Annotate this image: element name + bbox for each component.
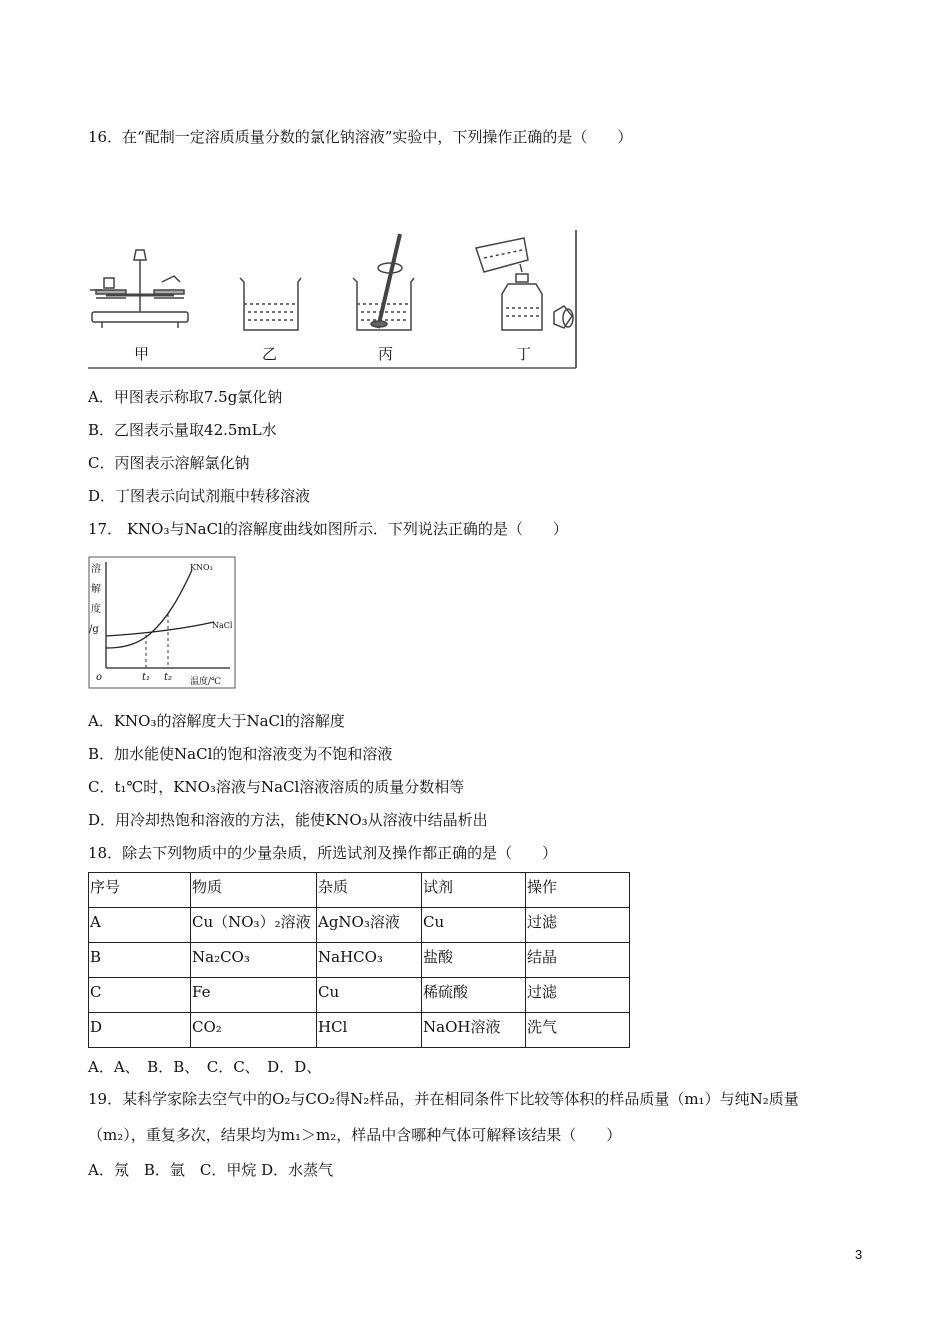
q16-option-c: C．丙图表示溶解氯化钠 [88,454,250,472]
origin-label: o [96,672,103,683]
t1-label: t₁ [142,672,151,683]
table-cell: NaHCO₃ [317,943,422,978]
q18-table [88,872,630,1048]
svg-text:解: 解 [91,584,101,595]
table-cell: Fe [191,978,317,1013]
table-cell: 过滤 [526,908,630,943]
table-cell: Cu [317,978,422,1013]
table-cell: C [89,978,191,1013]
solubility-graph [88,556,238,694]
svg-text:溶: 溶 [91,564,101,575]
table-header: 试剂 [422,873,526,908]
table-cell: NaOH溶液 [422,1013,526,1048]
page-number: 3 [855,1247,863,1262]
thermometer-beaker-icon [353,234,414,330]
fig-label-jia: 甲 [134,345,150,363]
table-cell: CO₂ [191,1013,317,1048]
t2-label: t₂ [164,672,173,683]
table-header: 操作 [526,873,630,908]
table-cell: AgNO₃溶液 [317,908,422,943]
table-row [89,1013,630,1048]
svg-text:度: 度 [91,604,101,615]
q19-stem-line1: 19．某科学家除去空气中的O₂与CO₂得N₂样品，并在相同条件下比较等体积的样品质量（m₁）与纯N₂质量 [88,1090,799,1108]
table-header: 物质 [191,873,317,908]
q18-stem: 18．除去下列物质中的少量杂质，所选试剂及操作都正确的是（ ） [88,844,558,862]
table-row [89,908,630,943]
table-cell: Na₂CO₃ [191,943,317,978]
table-header: 杂质 [317,873,422,908]
table-cell: B [89,943,191,978]
table-cell: 过滤 [526,978,630,1013]
table-cell: 盐酸 [422,943,526,978]
balance-icon [90,250,188,328]
table-cell: HCl [317,1013,422,1048]
table-cell: Cu [422,908,526,943]
table-cell: D [89,1013,191,1048]
table-row [89,978,630,1013]
q17-stem: 17． KNO₃与NaCl的溶解度曲线如图所示．下列说法正确的是（ ） [88,520,568,538]
kno3-curve [106,570,192,648]
reagent-bottle-icon [476,238,573,330]
table-cell: A [89,908,191,943]
q16-option-d: D．丁图表示向试剂瓶中转移溶液 [88,487,311,505]
svg-text:/g: /g [89,624,99,635]
q16-option-b: B．乙图表示量取42.5mL水 [88,421,277,439]
q17-option-a: A．KNO₃的溶解度大于NaCl的溶解度 [88,712,345,730]
q17-option-c: C．t₁℃时，KNO₃溶液与NaCl溶液溶质的质量分数相等 [88,778,465,796]
xaxis-label: 温度/℃ [190,677,222,687]
table-cell: 结晶 [526,943,630,978]
fig-label-ding: 丁 [516,345,532,363]
q16-figure [88,230,578,374]
table-header-row [89,873,630,908]
q19-options: A．氖 B．氩 C．甲烷 D．水蒸气 [88,1161,334,1179]
table-cell: 稀硫酸 [422,978,526,1013]
fig-label-bing: 丙 [378,345,394,363]
q17-option-b: B．加水能使NaCl的饱和溶液变为不饱和溶液 [88,745,393,763]
q17-option-d: D．用冷却热饱和溶液的方法，能使KNO₃从溶液中结晶析出 [88,811,488,829]
q16-option-a: A．甲图表示称取7.5g氯化钠 [88,388,283,406]
table-cell: 洗气 [526,1013,630,1048]
fig-label-yi: 乙 [262,345,278,363]
table-row [89,943,630,978]
table-header: 序号 [89,873,191,908]
beaker-icon [240,278,301,330]
q19-stem-line2: （m₂），重复多次，结果均为m₁＞m₂，样品中含哪种气体可解释该结果（ ） [88,1126,622,1144]
kno3-label: KNO₃ [190,563,213,572]
nacl-label: NaCl [212,621,233,630]
table-cell: Cu（NO₃）₂溶液 [191,908,317,943]
q18-options: A．A、 B．B、 C．C、 D．D、 [88,1058,322,1076]
q16-stem: 16．在“配制一定溶质质量分数的氯化钠溶液”实验中，下列操作正确的是（ ） [88,128,633,146]
